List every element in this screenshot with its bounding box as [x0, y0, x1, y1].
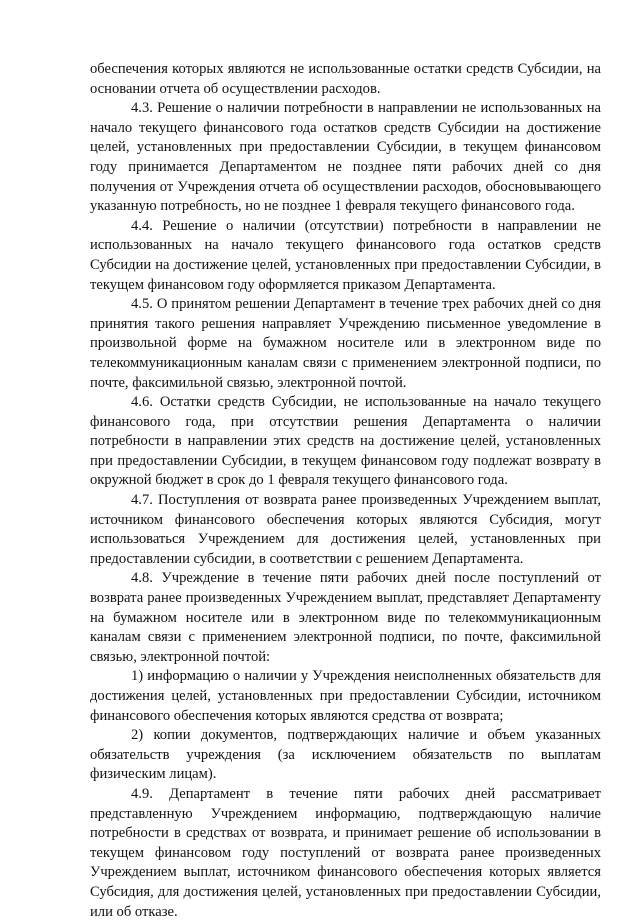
document-page [90, 60, 601, 922]
paragraph-4-5: 4.5. О принятом решении Департамент в течение трех рабочих дней со дня принятия такого решения направляет Учреждению письменное уведомление в произвольной форме на бумажном носителе или в электронном виде по телекоммуникационным каналам связи с применением электронной подписи, по почте, факсимильной связью, электронной почтой. [90, 296, 601, 391]
paragraph-4-6: 4.6. Остатки средств Субсидии, не использованные на начало текущего финансового года, при отсутствии решения Департамента о наличии потребности в направлении этих средств на достижение целей, установленных при предоставлении Субсидии, в текущем финансовом году подлежат возврату в окружной бюджет в срок до 1 февраля текущего финансового года. [90, 394, 601, 489]
paragraph-4-4: 4.4. Решение о наличии (отсутствии) потребности в направлении не использованных на начало текущего финансового года остатков средств Субсидии на достижение целей, установленных при предоставлении Субсидии, в текущем финансовом году оформляется приказом Департамента. [90, 217, 601, 293]
list-item-1: 1) информацию о наличии у Учреждения неисполненных обязательств для достижения целей, установленных при предоставлении Субсидии, источником финансового обеспечения которых являются средства от возврата; [90, 668, 601, 724]
paragraph-4-9: 4.9. Департамент в течение пяти рабочих дней рассматривает представленную Учреждением информацию, подтверждающую наличие потребности в средствах от возврата, и принимает решение об использовании в текущем финансовом году поступлений от возврата ранее произведенных Учреждением выплат, источником финансового обеспечения которых является Субсидия, для достижения целей, установленных при предоставлении Субсидии, или об отказе. [90, 785, 601, 920]
paragraph-4-8: 4.8. Учреждение в течение пяти рабочих дней после поступлений от возврата ранее произведенных Учреждением выплат, представляет Департаменту на бумажном носителе или в электронном виде по телекоммуникационным каналам связи с применением электронной подписи, по почте, факсимильной связью, электронной почтой: [90, 570, 601, 665]
paragraph-continuation: обеспечения которых являются не использованные остатки средств Субсидии, на основании отчета об осуществлении расходов. [90, 61, 601, 97]
paragraph-4-7: 4.7. Поступления от возврата ранее произведенных Учреждением выплат, источником финансового обеспечения которых являются Субсидия, могут использоваться Учреждением для достижения целей, установленных при предоставлении субсидии, в соответствии с решением Департамента. [90, 492, 601, 567]
paragraph-4-3: 4.3. Решение о наличии потребности в направлении не использованных на начало текущего финансового года остатков средств Субсидии на достижение целей, установленных при предоставлении Субсидии, в текущем финансовом году принимается Департаментом не позднее пяти рабочих дней со дня получения от Учреждения отчета об осуществлении расходов, обосновывающего указанную потребность, но не позднее 1 февраля текущего финансового года. [90, 100, 601, 215]
list-item-2: 2) копии документов, подтверждающих наличие и объем указанных обязательств учреждения (за исключением обязательств по выплатам физическим лицам). [90, 727, 601, 783]
